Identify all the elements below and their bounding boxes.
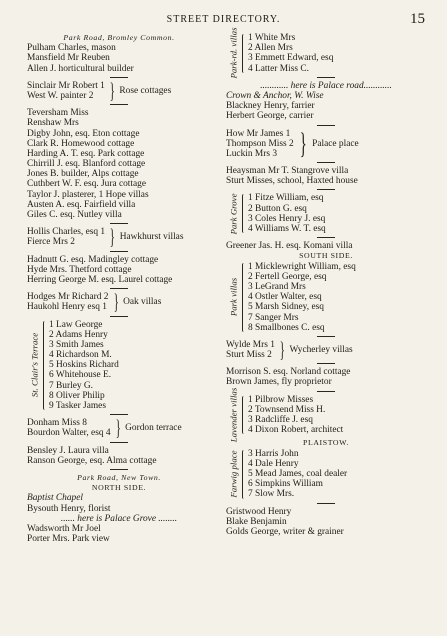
divider xyxy=(27,74,211,81)
gordon-terrace-group xyxy=(27,415,211,441)
entry: Harding A. T. esq. Park cottage xyxy=(27,148,145,159)
wycherley-villas-group xyxy=(226,337,426,363)
entry: 4 Dale Henry xyxy=(248,458,299,469)
group-label: Wycherley villas xyxy=(289,344,353,355)
entry: 1 Law George xyxy=(49,319,103,330)
entry: Morrison S. esq. Norland cottage xyxy=(226,367,351,378)
vertical-group-label: Park villas xyxy=(228,278,239,317)
brace: } xyxy=(109,224,116,250)
entry: Brown James, fly proprietor xyxy=(226,377,332,388)
entry: Bourdon Walter, esq 4 xyxy=(27,428,111,439)
brace: } xyxy=(109,77,115,103)
entry: Hollis Charles, esq 1 xyxy=(27,227,106,238)
entry: 2 Fertell George, esq xyxy=(248,271,327,282)
group-label: Palace place xyxy=(312,138,359,149)
divider xyxy=(27,248,211,255)
divider xyxy=(226,388,426,395)
group-label: Rose cottages xyxy=(119,85,172,96)
entry: 5 Hoskins Richard xyxy=(49,360,119,371)
entry: 7 Sanger Mrs xyxy=(248,312,299,323)
divider xyxy=(226,500,426,507)
divider xyxy=(226,186,426,193)
entry: Crown & Anchor, W. Wise xyxy=(226,90,324,101)
entry: 5 Marsh Sidney, esq xyxy=(248,302,324,313)
entry: 4 Latter Miss C. xyxy=(248,63,309,74)
brace: } xyxy=(279,337,285,363)
entry: Pulham Charles, mason xyxy=(27,43,116,54)
entry: 8 Smallbones C. esq xyxy=(248,322,325,333)
entry: 3 LeGrand Mrs xyxy=(248,281,306,292)
entry: 5 Mead James, coal dealer xyxy=(248,468,348,479)
entry: Thompson Miss 2 xyxy=(226,138,294,149)
left-column xyxy=(27,33,211,544)
divider xyxy=(226,360,426,367)
entry: 2 Button G. esq xyxy=(248,203,307,214)
group-label: Hawkhurst villas xyxy=(119,232,184,243)
section-heading: Park Road, New Town. xyxy=(77,472,161,482)
st-clairs-terrace-group xyxy=(27,320,211,412)
divider xyxy=(27,466,211,473)
entry: 3 Harris John xyxy=(248,448,299,459)
entry: 6 Simpkins William xyxy=(248,479,323,490)
palace-place-group xyxy=(226,126,426,160)
entry: 4 Ostler Walter, esq xyxy=(248,292,322,303)
entry: Herring George M. esq. Laurel cottage xyxy=(27,274,173,285)
right-column xyxy=(226,27,426,537)
entry: 1 Pilbrow Misses xyxy=(248,394,314,405)
rose-cottages-group xyxy=(27,77,211,103)
section-heading: Park Road, Bromley Common. xyxy=(63,33,175,42)
section-heading: PLAISTOW. xyxy=(303,438,349,448)
entry: Mansfield Mr Reuben xyxy=(27,53,110,64)
entry: Wylde Mrs 1 xyxy=(226,339,275,350)
brace: } xyxy=(115,415,121,441)
entry: Wadsworth Mr Joel xyxy=(27,523,101,534)
entry: Haukohl Henry esq 1 xyxy=(27,302,107,313)
entry: Allen J. horticultural builder xyxy=(27,63,134,74)
entry: ............ here is Palace road............ xyxy=(260,80,392,91)
divider xyxy=(226,234,426,241)
entry: Hyde Mrs. Thetford cottage xyxy=(27,264,132,275)
farwig-place-group xyxy=(226,449,426,500)
divider xyxy=(226,74,426,81)
entry: Heaysman Mr T. Stangrove villa xyxy=(226,166,349,177)
entry: 2 Townsend Miss H. xyxy=(248,404,326,415)
entry: Teversham Miss xyxy=(27,108,89,119)
page-title: STREET DIRECTORY. xyxy=(166,14,281,25)
entry: Herbert George, carrier xyxy=(226,111,314,122)
entry: 9 Tasker James xyxy=(49,401,106,411)
brace: } xyxy=(113,289,119,315)
entry: How Mr James 1 xyxy=(226,128,291,139)
park-grove-group xyxy=(226,193,426,234)
group-label: Gordon terrace xyxy=(125,423,182,434)
entry: Sinclair Mr Robert 1 xyxy=(27,80,105,91)
entry: Bensley J. Laura villa xyxy=(27,445,109,456)
entry: Porter Mrs. Park view xyxy=(27,534,110,545)
entry: Golds George, writer & grainer xyxy=(226,526,344,537)
vertical-group-label: Park-rd. villas xyxy=(228,27,239,79)
entry: Blake Benjamin xyxy=(226,516,287,527)
entry: Luckin Mrs 3 xyxy=(226,148,278,159)
oak-villas-group xyxy=(27,289,211,315)
entry: Hadnutt G. esq. Madingley cottage xyxy=(27,254,159,265)
entry: 7 Slow Mrs. xyxy=(248,489,295,500)
entry: 3 Smith James xyxy=(49,339,104,350)
brace: } xyxy=(299,126,307,160)
divider xyxy=(27,313,211,320)
vertical-group-label: St. Clair's Terrace xyxy=(29,333,40,398)
entry: 2 Adams Henry xyxy=(49,329,108,340)
entry: Clark R. Homewood cottage xyxy=(27,138,135,149)
section-subheading: NORTH SIDE. xyxy=(91,483,147,493)
entry: Baptist Chapel xyxy=(27,493,83,504)
entry: Cuthbert W. F. esq. Jura cottage xyxy=(27,179,147,190)
entry: Greener Jas. H. esq. Komani villa xyxy=(226,241,353,252)
entry: Donham Miss 8 xyxy=(27,418,87,429)
divider xyxy=(226,333,426,340)
brace xyxy=(242,263,246,332)
entry: Renshaw Mrs xyxy=(27,118,79,129)
entry: Sturt Misses, school, Haxted house xyxy=(226,176,358,187)
entry: Fierce Mrs 2 xyxy=(27,237,75,248)
divider xyxy=(226,122,426,129)
park-rd-villas-group xyxy=(226,27,426,79)
entry: 3 Radcliffe J. esq xyxy=(248,415,313,425)
entry: Taylor J. plasterer, 1 Hope villas xyxy=(27,189,149,200)
entry: Blackney Henry, farrier xyxy=(226,101,315,112)
divider xyxy=(27,101,211,108)
entry: West W. painter 2 xyxy=(27,90,94,101)
vertical-group-label: Farwig place xyxy=(228,450,239,498)
entry: 6 Whitehouse E. xyxy=(49,370,112,381)
entry: Giles C. esq. Nutley villa xyxy=(27,210,122,220)
entry: 1 White Mrs xyxy=(248,33,296,43)
entry: Sturt Miss 2 xyxy=(226,350,272,361)
entry: Bysouth Henry, florist xyxy=(27,503,111,514)
divider xyxy=(226,159,426,166)
entry: Austen A. esq. Fairfield villa xyxy=(27,199,136,210)
entry: ...... here is Palace Grove ........ xyxy=(60,513,178,524)
vertical-group-label: Park Grove xyxy=(228,193,239,235)
brace xyxy=(43,321,47,411)
brace xyxy=(242,450,246,499)
entry: Jones B. builder, Alps cottage xyxy=(27,169,139,180)
section-subheading: SOUTH SIDE. xyxy=(299,251,353,261)
group-label: Oak villas xyxy=(123,297,162,308)
park-villas-group xyxy=(226,262,426,333)
entry: 1 Micklewright William, esq xyxy=(248,261,356,272)
entry: 4 Williams W. T. esq xyxy=(248,224,326,234)
divider xyxy=(27,285,211,292)
brace xyxy=(242,34,246,73)
entry: 8 Oliver Philip xyxy=(49,390,105,401)
hawkhurst-villas-group xyxy=(27,224,211,250)
entry: Digby John, esq. Eton cottage xyxy=(27,128,140,139)
entry: 1 Fitze William, esq xyxy=(248,193,324,204)
entry: Hodges Mr Richard 2 xyxy=(27,292,109,303)
entry: 7 Burley G. xyxy=(49,380,94,391)
page-header xyxy=(0,11,447,28)
entry: Chirrill J. esq. Blanford cottage xyxy=(27,159,146,170)
entry: 3 Coles Henry J. esq xyxy=(248,213,326,224)
entry: Ranson George, esq. Alma cottage xyxy=(27,455,157,466)
page-number: 15 xyxy=(410,11,425,27)
entry: Gristwood Henry xyxy=(226,506,292,517)
divider xyxy=(27,220,211,227)
vertical-group-label: Lavender villas xyxy=(228,387,239,443)
entry: 4 Dixon Robert, architect xyxy=(248,425,344,436)
divider xyxy=(27,439,211,446)
brace xyxy=(242,194,246,233)
entry: 2 Allen Mrs xyxy=(248,43,293,54)
entry: 3 Emmett Edward, esq xyxy=(248,53,334,64)
brace xyxy=(242,396,246,435)
entry: 4 Richardson M. xyxy=(49,350,112,361)
